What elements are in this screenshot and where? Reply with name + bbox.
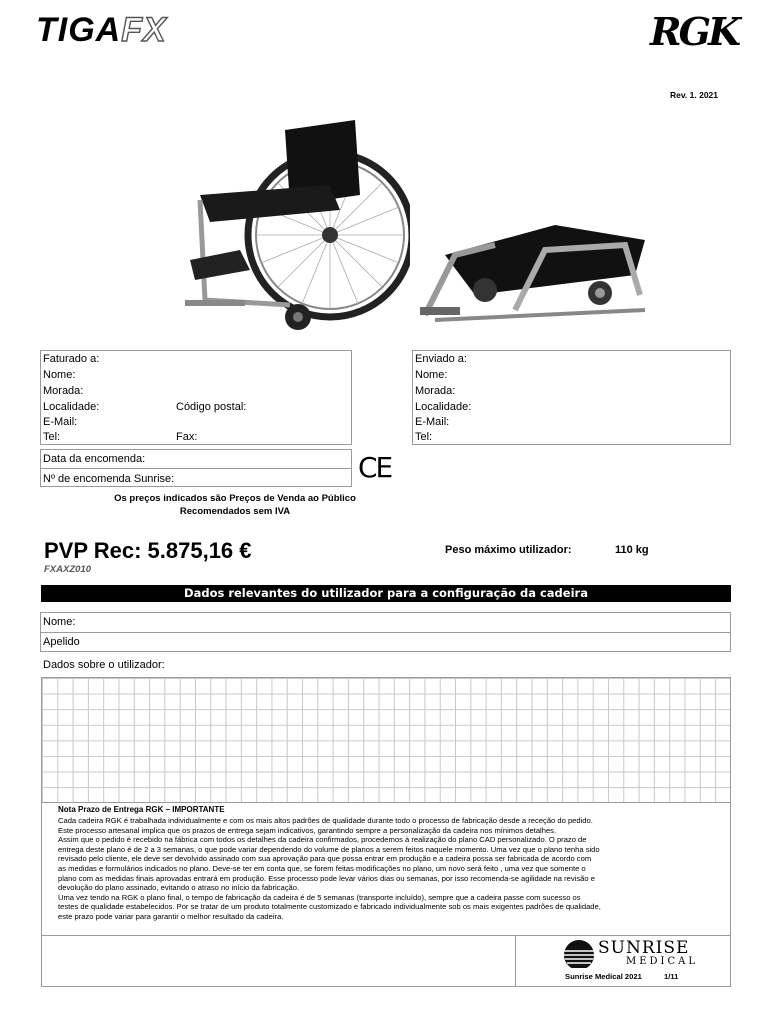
billing-fax-label: Fax: — [176, 431, 198, 443]
billing-postal-label: Código postal: — [176, 401, 247, 413]
order-divider — [40, 468, 352, 469]
product-code: FXAXZ010 — [44, 564, 91, 575]
user-divider — [40, 632, 731, 633]
billing-city-label: Localidade: — [43, 401, 100, 413]
revision-label: Rev. 1. 2021 — [669, 90, 718, 100]
footer-company: Sunrise Medical 2021 — [565, 972, 642, 981]
billing-label: Faturado a: — [43, 353, 100, 365]
shipping-email-label: E-Mail: — [415, 416, 450, 428]
shipping-name-label: Nome: — [415, 369, 448, 381]
footer-divider — [515, 935, 516, 987]
order-number-label: Nº de encomenda Sunrise: — [43, 473, 175, 485]
billing-email-label: E-Mail: — [43, 416, 78, 428]
sunrise-logo-text: SUNRISE — [598, 938, 690, 958]
wheelchair-photo-folded — [415, 215, 655, 335]
user-surname-label: Apelido — [43, 636, 80, 648]
delivery-note-title: Nota Prazo de Entrega RGK – IMPORTANTE — [58, 805, 225, 814]
tiga-fx-logo — [36, 10, 167, 50]
section-title-bar: Dados relevantes do utilizador para a configuração da cadeira — [41, 585, 731, 602]
wheelchair-photo-side — [180, 110, 410, 340]
shipping-tel-label: Tel: — [415, 431, 433, 443]
ce-mark: CE — [358, 451, 392, 484]
shipping-city-label: Localidade: — [415, 401, 472, 413]
price-note-line1: Os preços indicados são Preços de Venda ao Público — [114, 493, 356, 504]
price-note-line2: Recomendados sem IVA — [179, 506, 291, 517]
user-data-label: Dados sobre o utilizador: — [43, 659, 165, 671]
sunrise-logo-subtext: MEDICAL — [626, 956, 699, 967]
max-weight-label: Peso máximo utilizador: — [445, 544, 572, 556]
user-data-grid[interactable] — [41, 677, 731, 803]
delivery-note-text: Cada cadeira RGK é trabalhada individualmente e com os mais altos padrões de qualidade durante todo o processo de fabricação desde a receção do pedido. Este processo artesanal implica que os prazos de entrega sejam indicativos, garantindo sempre a personalização da cadeira nos mínimos detalhes. Assim que o pedido é recebido na fábrica com todos os detalhes da cadeira confirmados, procedemos à realização do plano CAD personalizado. O prazo de entrega deste plano é de 2 a 3 semanas, o que pode variar dependendo do volume de planos a serem feitos naquele momento. Uma vez que o plano tenha sido revisado pelo cliente, ele deve ser devolvido assinado com sua aprovação para que possa entrar em produção e a cadeira possa ser fabricada de acordo com as medidas e formulários indicados no plano. Deve-se ter em conta que, se forem feitas modificações no plano, um novo será feito , uma vez que somente o plano com as medidas finais aprovadas entrará em produção. Esse processo pode levar vários dias ou semanas, por isso recomenda-se agilidade na revisão e devolução do plano assinado, evitando o atraso no início da fabricação. Uma vez tendo na RGK o plano final, o tempo de fabricação da cadeira é de 5 semanas (transporte incluído), sempre que a cadeira passe com sucesso os testes de qualidade estabelecidos. Por se tratar de um produto totalmente customizado e fabricado individualmente sob os mais exigentes padrões de qualidade, este prazo pode variar para garantir o melhor resultado da cadeira. — [58, 816, 601, 921]
billing-tel-label: Tel: — [43, 431, 61, 443]
user-name-label: Nome: — [43, 616, 76, 628]
shipping-address-label: Morada: — [415, 385, 456, 397]
billing-address-label: Morada: — [43, 385, 84, 397]
page-number: 1/11 — [664, 972, 679, 981]
rgk-logo: RGK — [650, 9, 739, 54]
order-date-label: Data da encomenda: — [43, 453, 146, 465]
pvp-price: PVP Rec: 5.875,16 € — [44, 538, 252, 563]
billing-name-label: Nome: — [43, 369, 76, 381]
max-weight-value: 110 kg — [615, 544, 649, 556]
logo-fx-text: FX — [121, 11, 167, 49]
price-note — [40, 492, 430, 518]
logo-tiga-text: TIGA — [36, 11, 122, 49]
shipping-label: Enviado a: — [415, 353, 467, 365]
sunrise-sun-icon — [562, 938, 596, 968]
